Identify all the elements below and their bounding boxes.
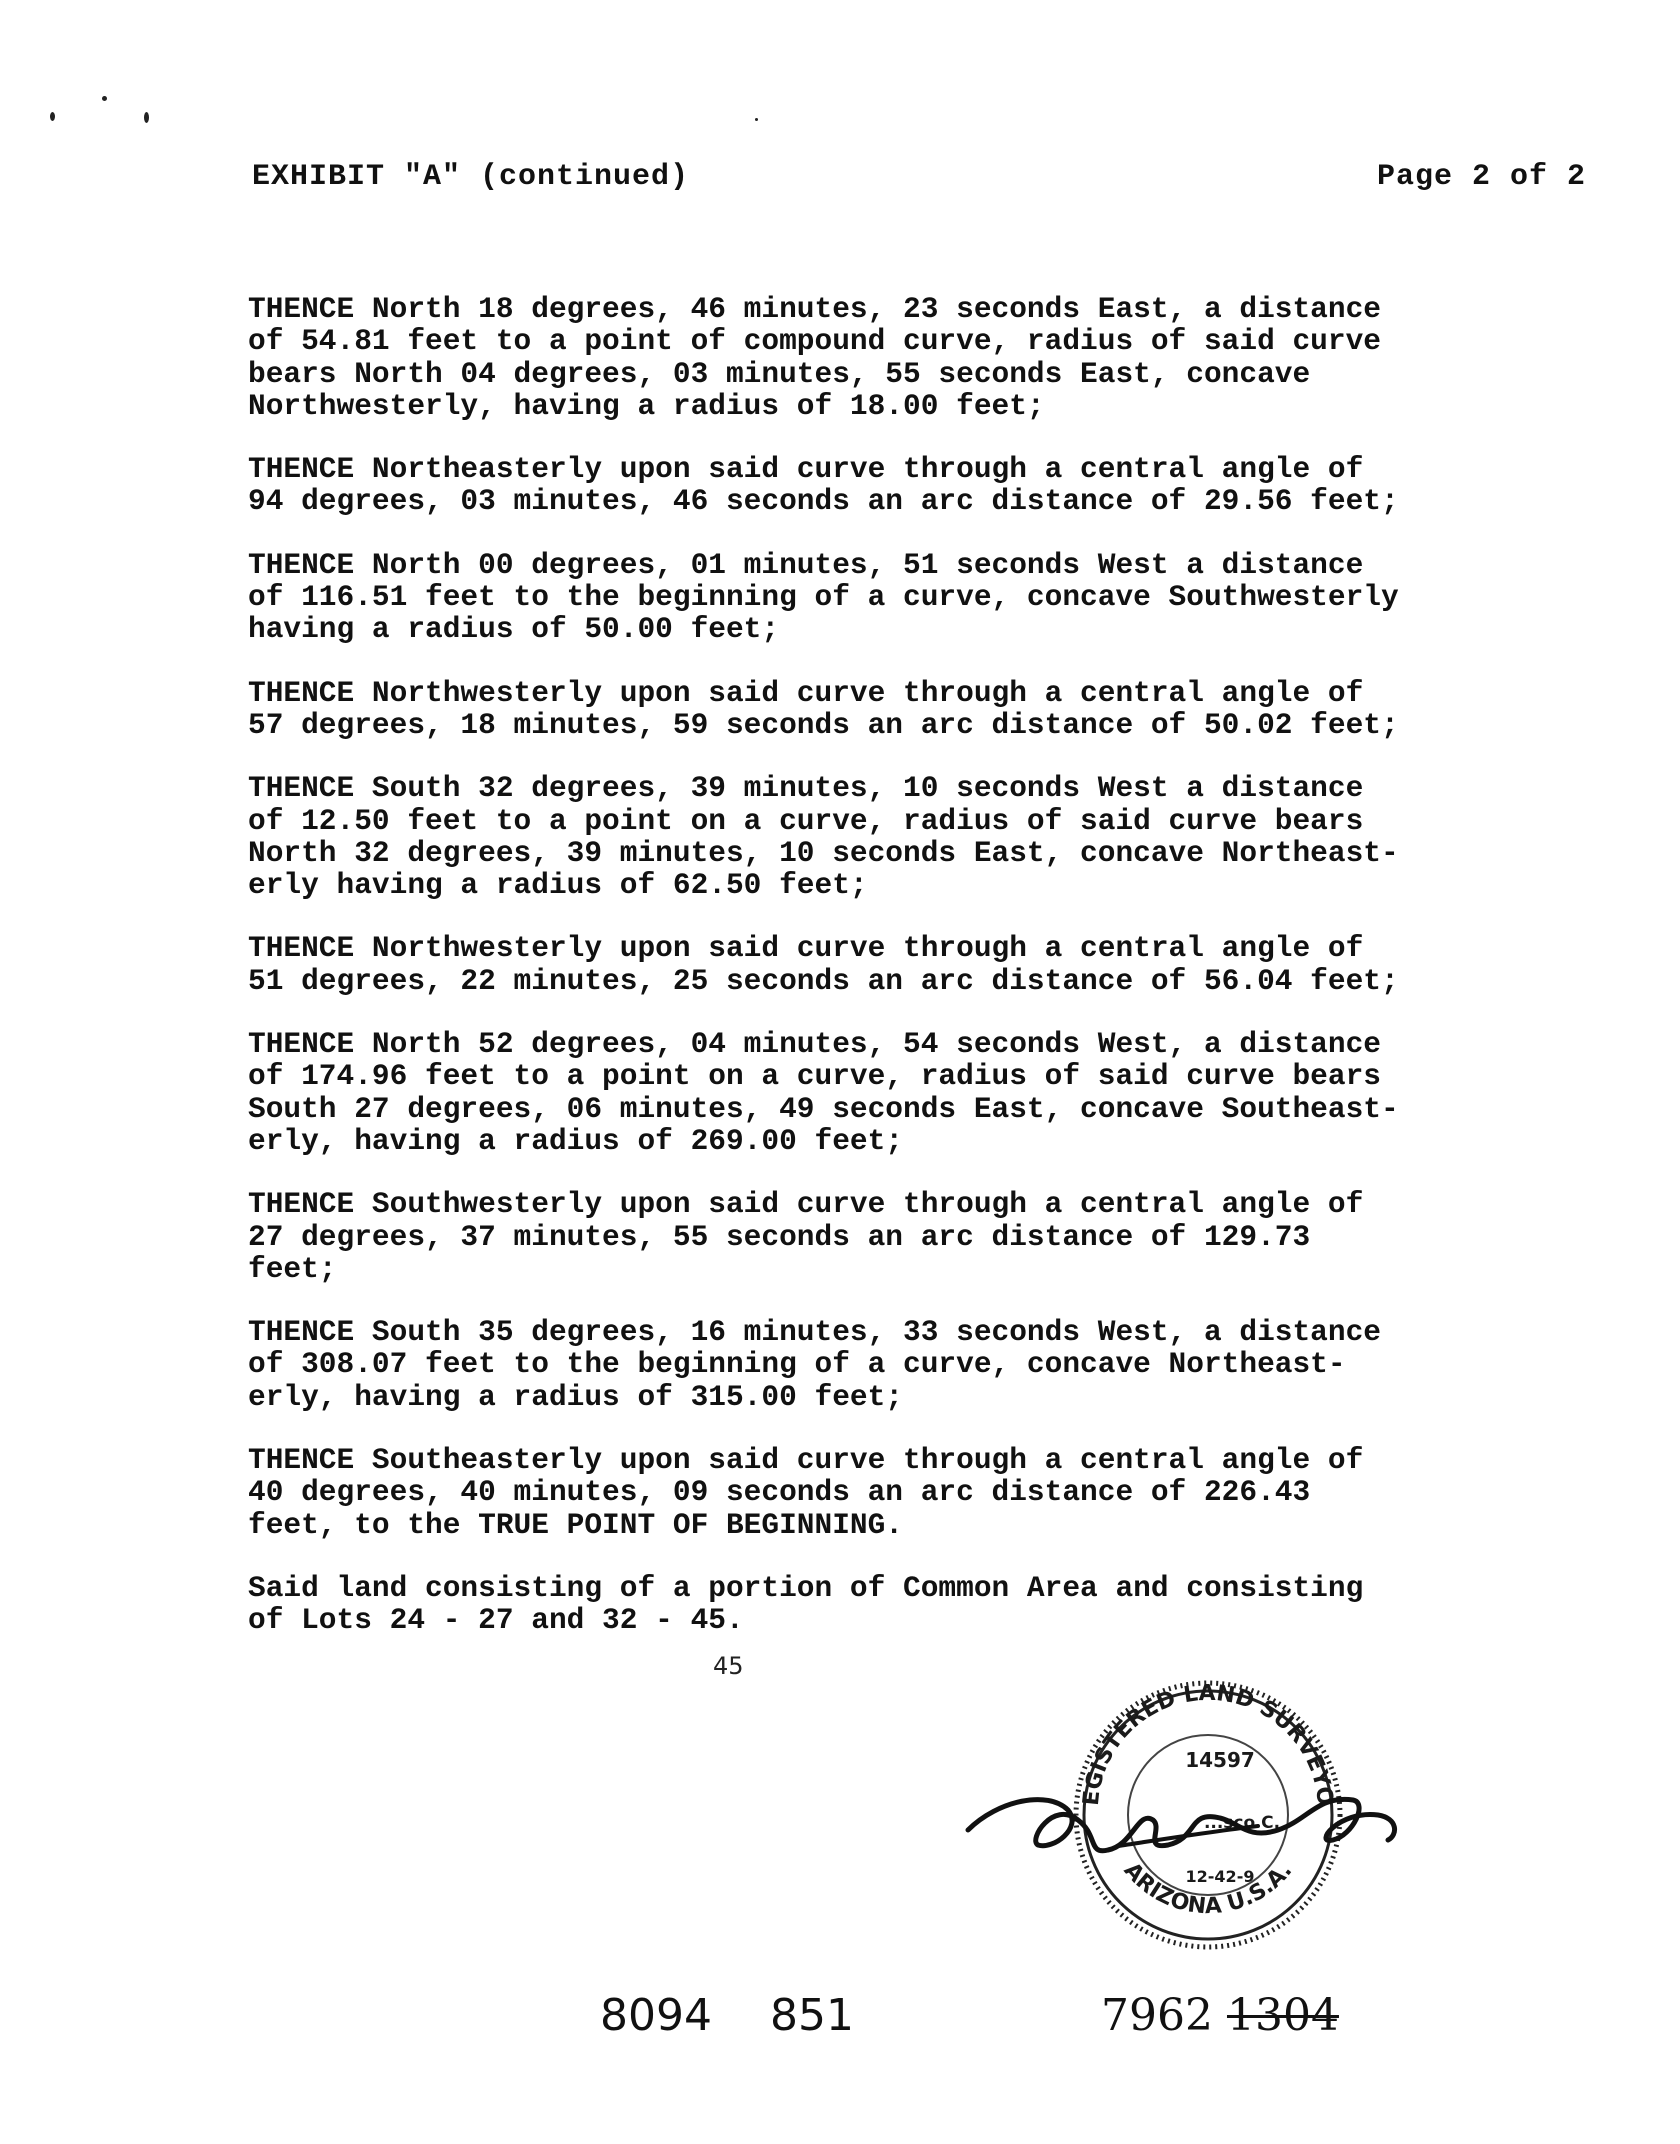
course-paragraph: THENCE Northeasterly upon said curve through a central angle of 94 degrees, 03 minutes, 46 seconds an arc distance of 29.56 feet; xyxy=(248,452,1399,519)
seal-name: ...sco C. xyxy=(1203,1813,1281,1833)
course-paragraph: THENCE Southwesterly upon said curve through a central angle of 27 degrees, 37 minutes, 55 seconds an arc distance of 129.73 feet; xyxy=(248,1187,1364,1286)
handwritten-correction: 45 xyxy=(713,1652,744,1680)
course-paragraph: THENCE Southeasterly upon said curve through a central angle of 40 degrees, 40 minutes, 09 seconds an arc distance of 226.43 feet, to the TRUE POINT OF BEGINNING. xyxy=(248,1443,1364,1542)
docket-number: 8094 xyxy=(600,1990,712,2041)
course-paragraph: THENCE South 32 degrees, 39 minutes, 10 seconds West a distance of 12.50 feet to a point on a curve, radius of said curve bears North 32 degrees, 39 minutes, 10 seconds East, concave Northeast- erly having a radius of 62.50 feet; xyxy=(248,771,1399,903)
seal-graphic xyxy=(958,1650,1438,1970)
course-paragraph: THENCE North 52 degrees, 04 minutes, 54 seconds West, a distance of 174.96 feet to a point on a curve, radius of said curve bears South 27 degrees, 06 minutes, 49 seconds East, concave Southeast- erly, having a radius of 269.00 feet; xyxy=(248,1027,1399,1158)
old-reference-number: 7962 xyxy=(1101,1990,1213,2041)
course-paragraph: THENCE Northwesterly upon said curve through a central angle of 51 degrees, 22 minutes, 25 seconds an arc distance of 56.04 feet; xyxy=(248,931,1399,998)
seal-date: 12-42-9 xyxy=(1185,1867,1255,1886)
page-number: 851 xyxy=(770,1990,854,2041)
conclusion-paragraph: Said land consisting of a portion of Common Area and consisting of Lots 24 - 27 and 32 - 45. xyxy=(248,1570,1364,1638)
legal-description xyxy=(248,293,1513,1668)
seal-bottom-text: ARIZONA U.S.A. xyxy=(1118,1858,1298,1920)
old-reference-struck: 1304 xyxy=(1226,1990,1339,2041)
seal-top-text: EGISTERED LAND SURVEYO xyxy=(1078,1680,1338,1807)
course-paragraph: THENCE South 35 degrees, 16 minutes, 33 seconds West, a distance of 308.07 feet to the beginning of a curve, concave Northeast- erly, having a radius of 315.00 feet; xyxy=(248,1315,1381,1414)
scan-speck xyxy=(50,112,55,121)
exhibit-header: EXHIBIT "A" (continued) xyxy=(252,160,690,194)
course-paragraph: THENCE Northwesterly upon said curve through a central angle of 57 degrees, 18 minutes, 59 seconds an arc distance of 50.02 feet; xyxy=(248,675,1399,742)
course-paragraph: THENCE North 00 degrees, 01 minutes, 51 seconds West a distance of 116.51 feet to the beginning of a curve, concave Southwesterly having a radius of 50.00 feet; xyxy=(248,547,1399,647)
seal-number: 14597 xyxy=(1185,1748,1255,1772)
superseded-reference xyxy=(1101,1990,1339,2041)
scan-speck xyxy=(102,96,107,101)
course-paragraph: THENCE North 18 degrees, 46 minutes, 23 seconds East, a distance of 54.81 feet to a point of compound curve, radius of said curve bears North 04 degrees, 03 minutes, 55 seconds East, concave Northwesterly, having a radius of 18.00 feet; xyxy=(248,292,1381,423)
page-indicator: Page 2 of 2 xyxy=(1377,160,1587,194)
surveyor-seal xyxy=(958,1650,1438,1970)
scan-speck xyxy=(755,118,758,121)
scan-speck xyxy=(144,112,149,123)
